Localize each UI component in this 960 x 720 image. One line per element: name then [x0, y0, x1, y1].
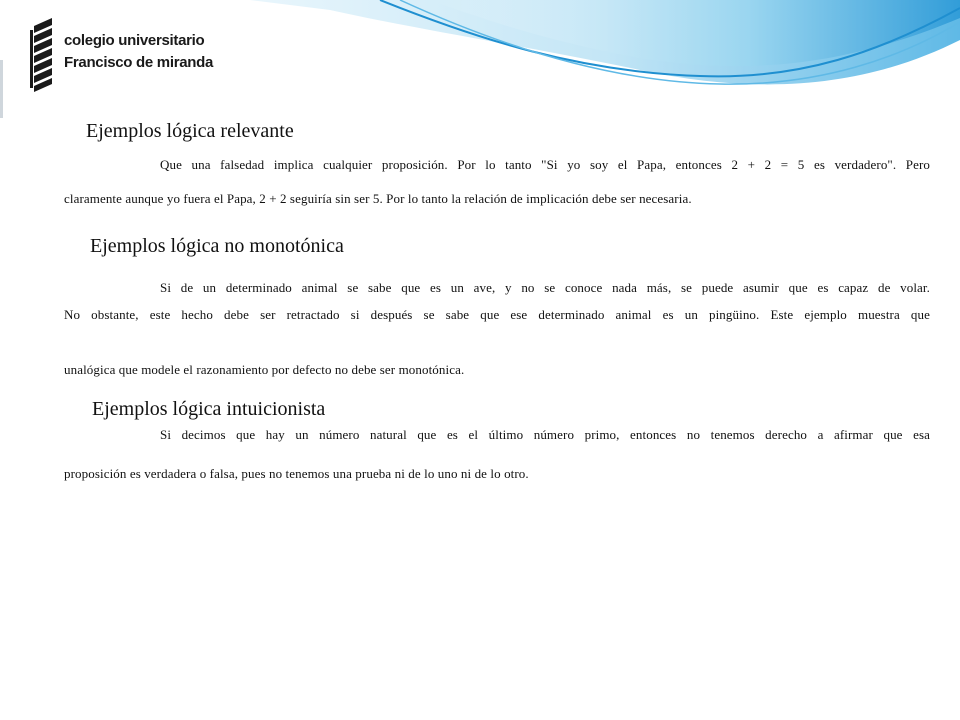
logo-emblem-icon	[28, 16, 58, 92]
paragraph-line: Que una falsedad implica cualquier proposición. Por lo tanto "Si yo soy el Papa, entonces 2 + 2 = 5 es verdadero". Pero	[160, 157, 930, 172]
section-paragraph-relevante	[64, 157, 930, 217]
paragraph-line: unalógica que modele el razonamiento por defecto no debe ser monotónica.	[64, 362, 465, 377]
section-heading-intuicionista: Ejemplos lógica intuicionista	[92, 398, 326, 420]
section-paragraph-no-monotonica	[64, 280, 930, 380]
institution-logo	[28, 16, 218, 96]
paragraph-line: No obstante, este hecho debe ser retractado si después se sabe que ese determinado animal es un pingüino. Este ejemplo muestra que	[64, 307, 930, 322]
section-heading-no-monotonica: Ejemplos lógica no monotónica	[90, 235, 344, 257]
paragraph-line: Si decimos que hay un número natural que es el último número primo, entonces no tenemos derecho a afirmar que esa	[160, 427, 930, 442]
paragraph-line: proposición es verdadera o falsa, pues no tenemos una prueba ni de lo uno ni de lo otro.	[64, 466, 529, 481]
paragraph-line: Si de un determinado animal se sabe que es un ave, y no se conoce nada más, se puede asumir que es capaz de volar.	[160, 280, 930, 295]
logo-text-line2: Francisco de miranda	[64, 54, 214, 71]
logo-text-line1: colegio universitario	[64, 32, 205, 49]
paragraph-line: claramente aunque yo fuera el Papa, 2 + 2 seguiría sin ser 5. Por lo tanto la relación de implicación debe ser necesaria.	[64, 191, 692, 206]
section-heading-relevante: Ejemplos lógica relevante	[86, 120, 294, 142]
section-paragraph-intuicionista	[64, 427, 930, 487]
